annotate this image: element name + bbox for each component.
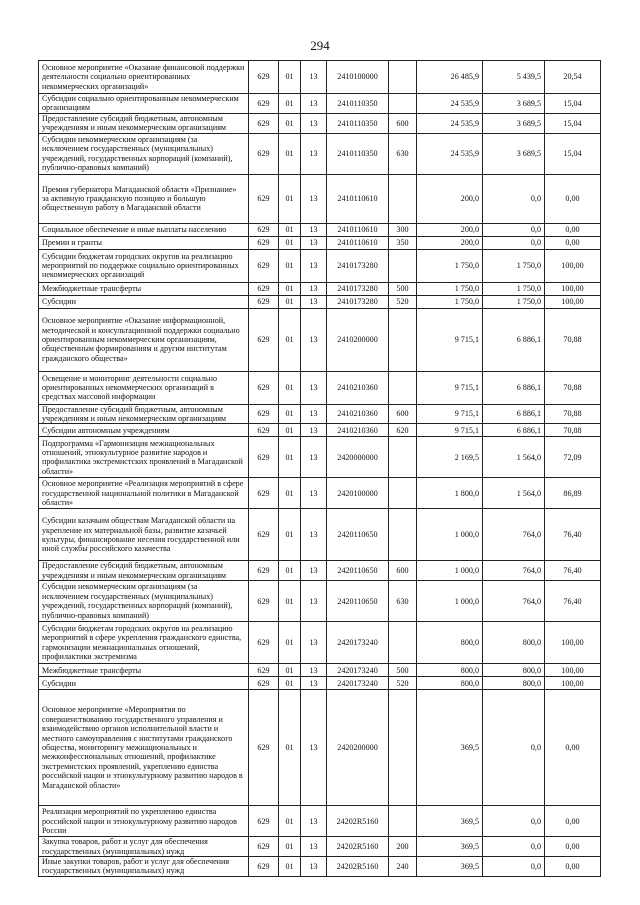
actual-amount-cell: 764,0 — [483, 561, 545, 581]
actual-amount-cell: 6 886,1 — [483, 404, 545, 424]
actual-amount-cell: 1 750,0 — [483, 295, 545, 308]
section-code-cell: 01 — [279, 236, 301, 249]
execution-percent-cell: 0,00 — [545, 837, 601, 857]
expense-type-code-cell: 520 — [389, 295, 417, 308]
execution-percent-cell: 70,88 — [545, 308, 601, 371]
planned-amount-cell: 9 715,1 — [417, 404, 483, 424]
expense-type-code-cell: 520 — [389, 677, 417, 690]
actual-amount-cell: 6 886,1 — [483, 424, 545, 437]
target-article-code-cell: 24202R5160 — [327, 837, 389, 857]
expense-type-code-cell: 600 — [389, 561, 417, 581]
row-name-cell: Предоставление субсидий бюджетным, автономным учреждениям и иным некоммерческим организациям — [39, 113, 249, 133]
table-row — [39, 282, 601, 295]
ved-code-cell: 629 — [249, 113, 279, 133]
table-row — [39, 113, 601, 133]
budget-table — [38, 60, 601, 877]
section-code-cell: 01 — [279, 581, 301, 622]
subsection-code-cell: 13 — [301, 94, 327, 114]
row-name-cell: Закупка товаров, работ и услуг для обеспечения государственных (муниципальных) нужд — [39, 837, 249, 857]
subsection-code-cell: 13 — [301, 404, 327, 424]
ved-code-cell: 629 — [249, 837, 279, 857]
actual-amount-cell: 1 564,0 — [483, 478, 545, 509]
actual-amount-cell: 3 689,5 — [483, 113, 545, 133]
planned-amount-cell: 369,5 — [417, 806, 483, 837]
row-name-cell: Межбюджетные трансферты — [39, 664, 249, 677]
subsection-code-cell: 13 — [301, 174, 327, 223]
section-code-cell: 01 — [279, 404, 301, 424]
subsection-code-cell: 13 — [301, 61, 327, 94]
subsection-code-cell: 13 — [301, 509, 327, 561]
section-code-cell: 01 — [279, 371, 301, 404]
execution-percent-cell: 72,09 — [545, 437, 601, 478]
target-article-code-cell: 2420100000 — [327, 478, 389, 509]
execution-percent-cell: 76,40 — [545, 509, 601, 561]
row-name-cell: Подпрограмма «Гармонизация межнациональных отношений, этнокультурное развитие народов и профилактика экстремистских проявлений в Магаданской области» — [39, 437, 249, 478]
subsection-code-cell: 13 — [301, 581, 327, 622]
expense-type-code-cell — [389, 437, 417, 478]
section-code-cell: 01 — [279, 295, 301, 308]
expense-type-code-cell: 620 — [389, 424, 417, 437]
planned-amount-cell: 200,0 — [417, 174, 483, 223]
expense-type-code-cell: 630 — [389, 581, 417, 622]
planned-amount-cell: 1 000,0 — [417, 509, 483, 561]
expense-type-code-cell: 500 — [389, 664, 417, 677]
expense-type-code-cell: 600 — [389, 404, 417, 424]
section-code-cell: 01 — [279, 133, 301, 174]
actual-amount-cell: 6 886,1 — [483, 371, 545, 404]
subsection-code-cell: 13 — [301, 857, 327, 877]
table-row — [39, 677, 601, 690]
subsection-code-cell: 13 — [301, 690, 327, 806]
row-name-cell: Предоставление субсидий бюджетным, автономным учреждениям и иным некоммерческим организациям — [39, 404, 249, 424]
expense-type-code-cell: 500 — [389, 282, 417, 295]
execution-percent-cell: 100,00 — [545, 664, 601, 677]
execution-percent-cell: 0,00 — [545, 690, 601, 806]
target-article-code-cell: 24202R5160 — [327, 806, 389, 837]
table-row — [39, 622, 601, 664]
expense-type-code-cell: 200 — [389, 837, 417, 857]
actual-amount-cell: 764,0 — [483, 581, 545, 622]
target-article-code-cell: 2420200000 — [327, 690, 389, 806]
table-row — [39, 371, 601, 404]
target-article-code-cell: 2410110350 — [327, 94, 389, 114]
planned-amount-cell: 24 535,9 — [417, 113, 483, 133]
ved-code-cell: 629 — [249, 404, 279, 424]
actual-amount-cell: 0,0 — [483, 806, 545, 837]
row-name-cell: Субсидии автономным учреждениям — [39, 424, 249, 437]
execution-percent-cell: 0,00 — [545, 857, 601, 877]
table-row — [39, 837, 601, 857]
row-name-cell: Иные закупки товаров, работ и услуг для обеспечения государственных (муниципальных) нужд — [39, 857, 249, 877]
subsection-code-cell: 13 — [301, 308, 327, 371]
table-body — [39, 61, 601, 877]
planned-amount-cell: 800,0 — [417, 664, 483, 677]
target-article-code-cell: 2420173240 — [327, 677, 389, 690]
target-article-code-cell: 2410200000 — [327, 308, 389, 371]
row-name-cell: Основное мероприятие «Оказание информационной, методической и консультационной поддержки социально ориентированным некоммерческим организациям, общественным формированиям и другим институтам гражданского общества» — [39, 308, 249, 371]
row-name-cell: Межбюджетные трансферты — [39, 282, 249, 295]
subsection-code-cell: 13 — [301, 223, 327, 236]
planned-amount-cell: 200,0 — [417, 236, 483, 249]
execution-percent-cell: 15,04 — [545, 94, 601, 114]
ved-code-cell: 629 — [249, 478, 279, 509]
planned-amount-cell: 2 169,5 — [417, 437, 483, 478]
planned-amount-cell: 9 715,1 — [417, 371, 483, 404]
table-row — [39, 61, 601, 94]
section-code-cell: 01 — [279, 857, 301, 877]
ved-code-cell: 629 — [249, 295, 279, 308]
row-name-cell: Освещение и мониторинг деятельности социально ориентированных некоммерческих организаций в средствах массовой информации — [39, 371, 249, 404]
table-row — [39, 223, 601, 236]
row-name-cell: Премии и гранты — [39, 236, 249, 249]
row-name-cell: Субсидии некоммерческим организациям (за исключением государственных (муниципальных) учреждений, государственных корпораций (компаний), публично-правовых компаний) — [39, 581, 249, 622]
section-code-cell: 01 — [279, 113, 301, 133]
subsection-code-cell: 13 — [301, 371, 327, 404]
ved-code-cell: 629 — [249, 174, 279, 223]
subsection-code-cell: 13 — [301, 437, 327, 478]
execution-percent-cell: 100,00 — [545, 249, 601, 282]
planned-amount-cell: 200,0 — [417, 223, 483, 236]
actual-amount-cell: 1 750,0 — [483, 249, 545, 282]
section-code-cell: 01 — [279, 61, 301, 94]
planned-amount-cell: 9 715,1 — [417, 308, 483, 371]
subsection-code-cell: 13 — [301, 236, 327, 249]
section-code-cell: 01 — [279, 622, 301, 664]
actual-amount-cell: 6 886,1 — [483, 308, 545, 371]
ved-code-cell: 629 — [249, 308, 279, 371]
table-row — [39, 664, 601, 677]
ved-code-cell: 629 — [249, 677, 279, 690]
planned-amount-cell: 800,0 — [417, 677, 483, 690]
execution-percent-cell: 100,00 — [545, 622, 601, 664]
section-code-cell: 01 — [279, 308, 301, 371]
execution-percent-cell: 100,00 — [545, 282, 601, 295]
table-row — [39, 424, 601, 437]
section-code-cell: 01 — [279, 837, 301, 857]
ved-code-cell: 629 — [249, 424, 279, 437]
actual-amount-cell: 0,0 — [483, 857, 545, 877]
row-name-cell: Премия губернатора Магаданской области «Признание» за активную гражданскую позицию и большую общественную работу в Магаданской области — [39, 174, 249, 223]
section-code-cell: 01 — [279, 174, 301, 223]
planned-amount-cell: 1 750,0 — [417, 282, 483, 295]
expense-type-code-cell — [389, 61, 417, 94]
section-code-cell: 01 — [279, 509, 301, 561]
ved-code-cell: 629 — [249, 249, 279, 282]
execution-percent-cell: 0,00 — [545, 806, 601, 837]
table-row — [39, 437, 601, 478]
ved-code-cell: 629 — [249, 437, 279, 478]
expense-type-code-cell — [389, 308, 417, 371]
planned-amount-cell: 1 800,0 — [417, 478, 483, 509]
ved-code-cell: 629 — [249, 236, 279, 249]
row-name-cell: Субсидии — [39, 677, 249, 690]
row-name-cell: Основное мероприятие «Реализация мероприятий в сфере государственной национальной политики в Магаданской области» — [39, 478, 249, 509]
target-article-code-cell: 2410210360 — [327, 404, 389, 424]
table-row — [39, 308, 601, 371]
table-row — [39, 581, 601, 622]
row-name-cell: Предоставление субсидий бюджетным, автономным учреждениям и иным некоммерческим организациям — [39, 561, 249, 581]
target-article-code-cell: 2410110610 — [327, 223, 389, 236]
target-article-code-cell: 2420110650 — [327, 581, 389, 622]
target-article-code-cell: 2410110610 — [327, 236, 389, 249]
subsection-code-cell: 13 — [301, 282, 327, 295]
expense-type-code-cell: 600 — [389, 113, 417, 133]
row-name-cell: Реализация мероприятий по укреплению единства российской нации и этнокультурному развитию народов России — [39, 806, 249, 837]
expense-type-code-cell: 240 — [389, 857, 417, 877]
ved-code-cell: 629 — [249, 223, 279, 236]
section-code-cell: 01 — [279, 282, 301, 295]
ved-code-cell: 629 — [249, 371, 279, 404]
subsection-code-cell: 13 — [301, 677, 327, 690]
expense-type-code-cell — [389, 371, 417, 404]
ved-code-cell: 629 — [249, 806, 279, 837]
actual-amount-cell: 800,0 — [483, 664, 545, 677]
planned-amount-cell: 1 750,0 — [417, 249, 483, 282]
target-article-code-cell: 2410173280 — [327, 282, 389, 295]
subsection-code-cell: 13 — [301, 664, 327, 677]
actual-amount-cell: 0,0 — [483, 690, 545, 806]
target-article-code-cell: 2420110650 — [327, 561, 389, 581]
row-name-cell: Субсидии социально ориентированным некоммерческим организациям — [39, 94, 249, 114]
actual-amount-cell: 0,0 — [483, 837, 545, 857]
expense-type-code-cell — [389, 509, 417, 561]
table-row — [39, 236, 601, 249]
execution-percent-cell: 76,40 — [545, 581, 601, 622]
ved-code-cell: 629 — [249, 581, 279, 622]
table-row — [39, 94, 601, 114]
execution-percent-cell: 15,04 — [545, 133, 601, 174]
row-name-cell: Социальное обеспечение и иные выплаты населению — [39, 223, 249, 236]
target-article-code-cell: 24202R5160 — [327, 857, 389, 877]
planned-amount-cell: 369,5 — [417, 857, 483, 877]
target-article-code-cell: 2410110610 — [327, 174, 389, 223]
expense-type-code-cell: 630 — [389, 133, 417, 174]
execution-percent-cell: 70,88 — [545, 371, 601, 404]
planned-amount-cell: 9 715,1 — [417, 424, 483, 437]
table-row — [39, 806, 601, 837]
section-code-cell: 01 — [279, 94, 301, 114]
row-name-cell: Субсидии некоммерческим организациям (за исключением государственных (муниципальных) учреждений, государственных корпораций (компаний), публично-правовых компаний) — [39, 133, 249, 174]
actual-amount-cell: 0,0 — [483, 174, 545, 223]
target-article-code-cell: 2410173280 — [327, 249, 389, 282]
planned-amount-cell: 1 750,0 — [417, 295, 483, 308]
table-row — [39, 404, 601, 424]
actual-amount-cell: 3 689,5 — [483, 133, 545, 174]
section-code-cell: 01 — [279, 478, 301, 509]
ved-code-cell: 629 — [249, 561, 279, 581]
row-name-cell: Субсидии бюджетам городских округов на реализацию мероприятий по поддержке социально ориентированных некоммерческих организаций — [39, 249, 249, 282]
table-row — [39, 249, 601, 282]
expense-type-code-cell — [389, 249, 417, 282]
actual-amount-cell: 1 564,0 — [483, 437, 545, 478]
section-code-cell: 01 — [279, 424, 301, 437]
expense-type-code-cell — [389, 174, 417, 223]
target-article-code-cell: 2410110350 — [327, 133, 389, 174]
ved-code-cell: 629 — [249, 622, 279, 664]
actual-amount-cell: 0,0 — [483, 236, 545, 249]
planned-amount-cell: 24 535,9 — [417, 133, 483, 174]
target-article-code-cell: 2420173240 — [327, 622, 389, 664]
page-number: 294 — [310, 38, 330, 53]
expense-type-code-cell — [389, 478, 417, 509]
section-code-cell: 01 — [279, 664, 301, 677]
section-code-cell: 01 — [279, 561, 301, 581]
table-row — [39, 857, 601, 877]
row-name-cell: Основное мероприятие «Оказание финансовой поддержки деятельности социально ориентированных некоммерческих организаций» — [39, 61, 249, 94]
execution-percent-cell: 0,00 — [545, 236, 601, 249]
planned-amount-cell: 1 000,0 — [417, 581, 483, 622]
target-article-code-cell: 2410173280 — [327, 295, 389, 308]
planned-amount-cell: 369,5 — [417, 690, 483, 806]
subsection-code-cell: 13 — [301, 837, 327, 857]
row-name-cell: Субсидии бюджетам городских округов на реализацию мероприятий в сфере укрепления гражданского единства, гармонизации межнациональных отношений, профилактики экстремизма — [39, 622, 249, 664]
target-article-code-cell: 2410210360 — [327, 371, 389, 404]
planned-amount-cell: 800,0 — [417, 622, 483, 664]
ved-code-cell: 629 — [249, 133, 279, 174]
subsection-code-cell: 13 — [301, 622, 327, 664]
execution-percent-cell: 0,00 — [545, 223, 601, 236]
section-code-cell: 01 — [279, 437, 301, 478]
subsection-code-cell: 13 — [301, 424, 327, 437]
section-code-cell: 01 — [279, 249, 301, 282]
section-code-cell: 01 — [279, 677, 301, 690]
planned-amount-cell: 369,5 — [417, 837, 483, 857]
actual-amount-cell: 5 439,5 — [483, 61, 545, 94]
table-row — [39, 690, 601, 806]
expense-type-code-cell — [389, 94, 417, 114]
execution-percent-cell: 100,00 — [545, 295, 601, 308]
actual-amount-cell: 3 689,5 — [483, 94, 545, 114]
expense-type-code-cell: 350 — [389, 236, 417, 249]
planned-amount-cell: 24 535,9 — [417, 94, 483, 114]
actual-amount-cell: 0,0 — [483, 223, 545, 236]
section-code-cell: 01 — [279, 223, 301, 236]
expense-type-code-cell — [389, 622, 417, 664]
table-row — [39, 561, 601, 581]
section-code-cell: 01 — [279, 690, 301, 806]
execution-percent-cell: 20,54 — [545, 61, 601, 94]
target-article-code-cell: 2410110350 — [327, 113, 389, 133]
subsection-code-cell: 13 — [301, 478, 327, 509]
row-name-cell: Субсидии — [39, 295, 249, 308]
table-row — [39, 133, 601, 174]
actual-amount-cell: 800,0 — [483, 622, 545, 664]
row-name-cell: Субсидии казачьим обществам Магаданской области на укрепление их материальной базы, развитие казачьей культуры, финансирование несения государственной или иной службы российского казачества — [39, 509, 249, 561]
table-row — [39, 295, 601, 308]
actual-amount-cell: 1 750,0 — [483, 282, 545, 295]
subsection-code-cell: 13 — [301, 249, 327, 282]
expense-type-code-cell — [389, 806, 417, 837]
target-article-code-cell: 2410100000 — [327, 61, 389, 94]
subsection-code-cell: 13 — [301, 561, 327, 581]
subsection-code-cell: 13 — [301, 806, 327, 837]
ved-code-cell: 629 — [249, 690, 279, 806]
planned-amount-cell: 26 485,9 — [417, 61, 483, 94]
target-article-code-cell: 2420110650 — [327, 509, 389, 561]
ved-code-cell: 629 — [249, 664, 279, 677]
execution-percent-cell: 70,88 — [545, 404, 601, 424]
ved-code-cell: 629 — [249, 61, 279, 94]
ved-code-cell: 629 — [249, 282, 279, 295]
ved-code-cell: 629 — [249, 94, 279, 114]
execution-percent-cell: 15,04 — [545, 113, 601, 133]
execution-percent-cell: 0,00 — [545, 174, 601, 223]
table-row — [39, 174, 601, 223]
ved-code-cell: 629 — [249, 857, 279, 877]
execution-percent-cell: 100,00 — [545, 677, 601, 690]
subsection-code-cell: 13 — [301, 295, 327, 308]
planned-amount-cell: 1 000,0 — [417, 561, 483, 581]
subsection-code-cell: 13 — [301, 133, 327, 174]
target-article-code-cell: 2420000000 — [327, 437, 389, 478]
expense-type-code-cell: 300 — [389, 223, 417, 236]
row-name-cell: Основное мероприятие «Мероприятия по совершенствованию государственного управления и взаимодействию органов исполнительной власти и местного самоуправления с институтами гражданского общества, мониторингу межнациональных и межконфессиональных отношений, профилактике экстремистских проявлений, укреплению единства российской нации и этнокультурному развитию народов в Магаданской области» — [39, 690, 249, 806]
ved-code-cell: 629 — [249, 509, 279, 561]
target-article-code-cell: 2410210360 — [327, 424, 389, 437]
actual-amount-cell: 764,0 — [483, 509, 545, 561]
target-article-code-cell: 2420173240 — [327, 664, 389, 677]
execution-percent-cell: 70,88 — [545, 424, 601, 437]
subsection-code-cell: 13 — [301, 113, 327, 133]
table-row — [39, 478, 601, 509]
actual-amount-cell: 800,0 — [483, 677, 545, 690]
section-code-cell: 01 — [279, 806, 301, 837]
expense-type-code-cell — [389, 690, 417, 806]
table-row — [39, 509, 601, 561]
execution-percent-cell: 76,40 — [545, 561, 601, 581]
execution-percent-cell: 86,89 — [545, 478, 601, 509]
